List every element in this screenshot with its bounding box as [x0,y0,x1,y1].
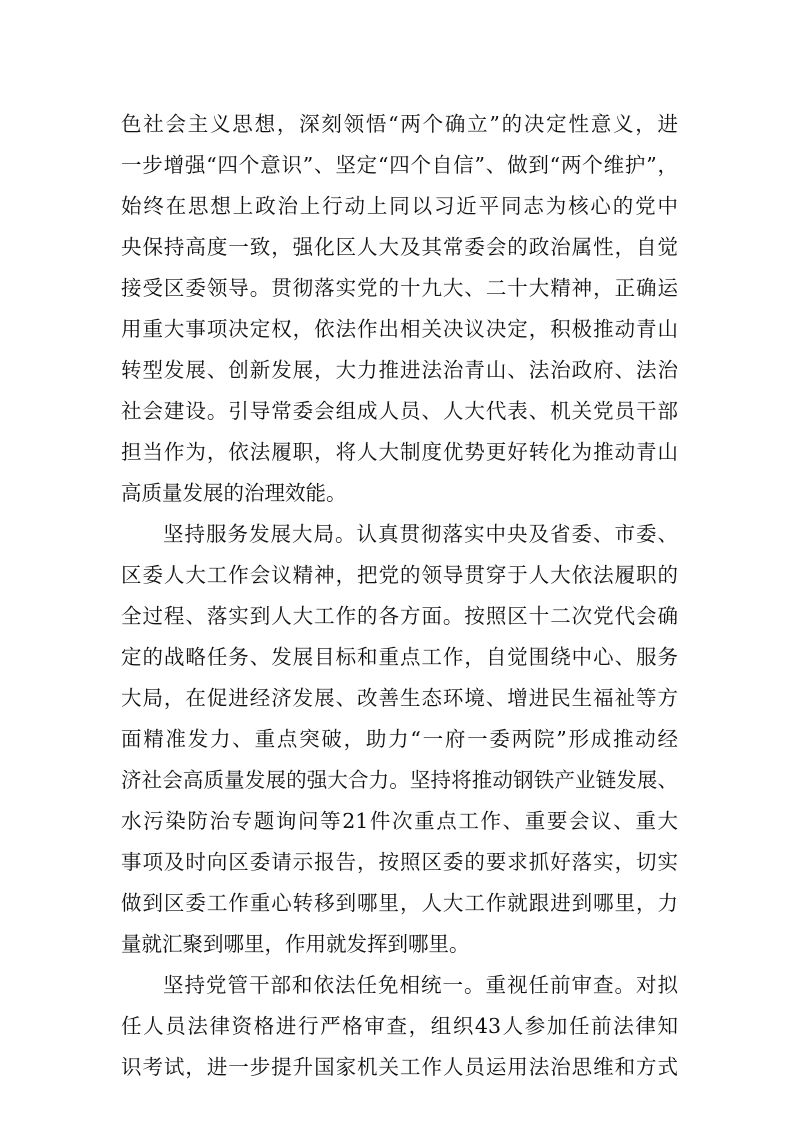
text-line: 一步增强“四个意识”、坚定“四个自信”、做到“两个维护”， [121,153,678,177]
text-line: 坚持党管干部和依法任免相统一。重视任前审查。对拟 [163,973,678,997]
text-line: 坚持服务发展大局。认真贯彻落实中央及省委、市委、 [163,522,678,546]
text-line: 全过程、落实到人大工作的各方面。按照区十二次党代会确 [121,604,678,628]
text-line: 量就汇聚到哪里，作用就发挥到哪里。 [121,932,470,956]
document-body [121,104,678,1088]
text-line: 央保持高度一致，强化区人大及其常委会的政治属性，自觉 [121,235,678,259]
text-line: 色社会主义思想，深刻领悟“两个确立”的决定性意义，进 [121,112,678,136]
text-line: 接受区委领导。贯彻落实党的十九大、二十大精神，正确运 [121,276,678,300]
text-line: 事项及时向区委请示报告，按照区委的要求抓好落实，切实 [121,850,678,874]
text-line: 大局，在促进经济发展、改善生态环境、增进民生福祉等方 [121,686,678,710]
text-line: 社会建设。引导常委会组成人员、人大代表、机关党员干部 [121,399,678,423]
text-line: 做到区委工作重心转移到哪里，人大工作就跟进到哪里，力 [121,891,678,915]
text-line: 识考试，进一步提升国家机关工作人员运用法治思维和方式 [121,1055,678,1079]
text-line: 定的战略任务、发展目标和重点工作，自觉围绕中心、服务 [121,645,678,669]
text-line: 转型发展、创新发展，大力推进法治青山、法治政府、法治 [121,358,678,382]
text-line: 担当作为，依法履职，将人大制度优势更好转化为推动青山 [121,440,678,464]
text-line: 水污染防治专题询问等21件次重点工作、重要会议、重大 [121,809,678,833]
paragraph [121,965,678,1088]
text-line: 济社会高质量发展的强大合力。坚持将推动钢铁产业链发展、 [121,768,678,792]
text-line: 用重大事项决定权，依法作出相关决议决定，积极推动青山 [121,317,678,341]
text-line: 面精准发力、重点突破，助力“一府一委两院”形成推动经 [121,727,678,751]
paragraph [121,514,678,965]
paragraph [121,104,678,514]
text-line: 高质量发展的治理效能。 [121,481,347,505]
text-line: 任人员法律资格进行严格审查，组织43人参加任前法律知 [121,1014,678,1038]
text-line: 区委人大工作会议精神，把党的领导贯穿于人大依法履职的 [121,563,678,587]
text-line: 始终在思想上政治上行动上同以习近平同志为核心的党中 [121,194,678,218]
